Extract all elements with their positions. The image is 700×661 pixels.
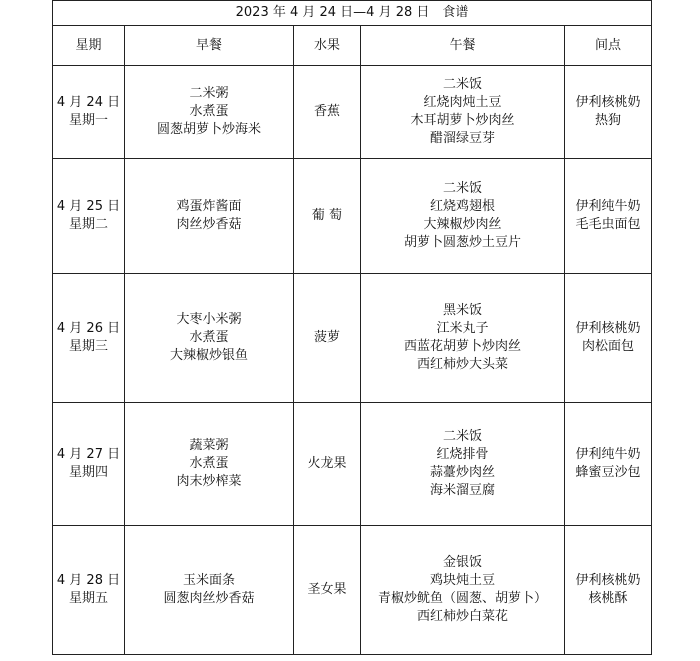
snack-cell [565, 159, 652, 274]
day-cell [53, 274, 125, 403]
snack-item: 肉松面包 [582, 339, 635, 354]
header-snack: 间点 [565, 26, 652, 66]
date-text: 4 月 26 日 [56, 321, 121, 336]
lunch-item: 蒜薹炒肉丝 [429, 465, 495, 480]
menu-table [52, 0, 652, 655]
header-breakfast: 早餐 [125, 26, 294, 66]
table-row [53, 66, 652, 159]
lunch-cell [361, 159, 565, 274]
breakfast-cell [125, 526, 294, 655]
day-cell [53, 66, 125, 159]
breakfast-cell [125, 159, 294, 274]
fruit-cell: 香蕉 [294, 66, 361, 159]
table-row [53, 274, 652, 403]
snack-item: 蜂蜜豆沙包 [575, 465, 641, 480]
snack-item: 伊利纯牛奶 [575, 199, 641, 214]
breakfast-item: 肉末炒榨菜 [176, 474, 242, 489]
breakfast-item: 水煮蛋 [189, 456, 229, 471]
lunch-cell [361, 66, 565, 159]
breakfast-cell [125, 274, 294, 403]
breakfast-item: 玉米面条 [182, 573, 235, 588]
lunch-item: 黑米饭 [442, 303, 482, 318]
lunch-item: 金银饭 [442, 555, 482, 570]
snack-item: 伊利核桃奶 [575, 95, 641, 110]
lunch-item: 红烧鸡翅根 [429, 199, 495, 214]
date-text: 4 月 28 日 [56, 573, 121, 588]
snack-item: 毛毛虫面包 [575, 217, 641, 232]
snack-item: 核桃酥 [588, 591, 628, 606]
lunch-item: 鸡块炖土豆 [429, 573, 495, 588]
snack-item: 伊利纯牛奶 [575, 447, 641, 462]
fruit-cell: 圣女果 [294, 526, 361, 655]
lunch-item: 醋溜绿豆芽 [429, 131, 495, 146]
lunch-item: 木耳胡萝卜炒肉丝 [410, 113, 515, 128]
lunch-item: 西蓝花胡萝卜炒肉丝 [403, 339, 521, 354]
day-cell [53, 159, 125, 274]
date-text: 4 月 25 日 [56, 199, 121, 214]
breakfast-item: 肉丝炒香菇 [176, 217, 242, 232]
header-weekday: 星期 [53, 26, 125, 66]
lunch-item: 红烧排骨 [436, 447, 489, 462]
lunch-item: 二米饭 [442, 429, 482, 444]
lunch-cell [361, 403, 565, 526]
lunch-item: 青椒炒鱿鱼（圆葱、胡萝卜） [377, 591, 547, 606]
lunch-item: 江米丸子 [436, 321, 489, 336]
breakfast-item: 蔬菜粥 [189, 438, 229, 453]
weekday-text: 星期四 [68, 465, 108, 480]
lunch-item: 海米溜豆腐 [429, 483, 495, 498]
header-fruit: 水果 [294, 26, 361, 66]
weekday-text: 星期五 [68, 591, 108, 606]
table-row [53, 526, 652, 655]
breakfast-item: 水煮蛋 [189, 104, 229, 119]
day-cell [53, 403, 125, 526]
snack-item: 伊利核桃奶 [575, 573, 641, 588]
menu-title: 2023 年 4 月 24 日—4 月 28 日 食谱 [53, 1, 652, 26]
snack-item: 伊利核桃奶 [575, 321, 641, 336]
weekday-text: 星期三 [68, 339, 108, 354]
table-row [53, 159, 652, 274]
date-text: 4 月 24 日 [56, 95, 121, 110]
lunch-item: 西红柿炒大头菜 [416, 357, 508, 372]
lunch-item: 二米饭 [442, 77, 482, 92]
breakfast-item: 大枣小米粥 [176, 312, 242, 327]
breakfast-item: 二米粥 [189, 86, 229, 101]
breakfast-item: 大辣椒炒银鱼 [169, 348, 248, 363]
fruit-cell: 葡 萄 [294, 159, 361, 274]
fruit-cell: 菠萝 [294, 274, 361, 403]
lunch-cell [361, 274, 565, 403]
breakfast-item: 圆葱肉丝炒香菇 [163, 591, 255, 606]
lunch-item: 胡萝卜圆葱炒土豆片 [403, 235, 521, 250]
date-text: 4 月 27 日 [56, 447, 121, 462]
lunch-item: 二米饭 [442, 181, 482, 196]
breakfast-item: 水煮蛋 [189, 330, 229, 345]
day-cell [53, 526, 125, 655]
breakfast-cell [125, 66, 294, 159]
fruit-cell: 火龙果 [294, 403, 361, 526]
weekday-text: 星期二 [68, 217, 108, 232]
breakfast-item: 圆葱胡萝卜炒海米 [156, 122, 261, 137]
snack-cell [565, 274, 652, 403]
table-row [53, 403, 652, 526]
snack-cell [565, 526, 652, 655]
breakfast-item: 鸡蛋炸酱面 [176, 199, 242, 214]
lunch-cell [361, 526, 565, 655]
lunch-item: 西红柿炒白菜花 [416, 609, 508, 624]
breakfast-cell [125, 403, 294, 526]
lunch-item: 大辣椒炒肉丝 [423, 217, 502, 232]
snack-cell [565, 403, 652, 526]
header-lunch: 午餐 [361, 26, 565, 66]
snack-item: 热狗 [595, 113, 622, 128]
snack-cell [565, 66, 652, 159]
header-row [53, 26, 652, 66]
weekday-text: 星期一 [68, 113, 108, 128]
lunch-item: 红烧肉炖土豆 [423, 95, 502, 110]
